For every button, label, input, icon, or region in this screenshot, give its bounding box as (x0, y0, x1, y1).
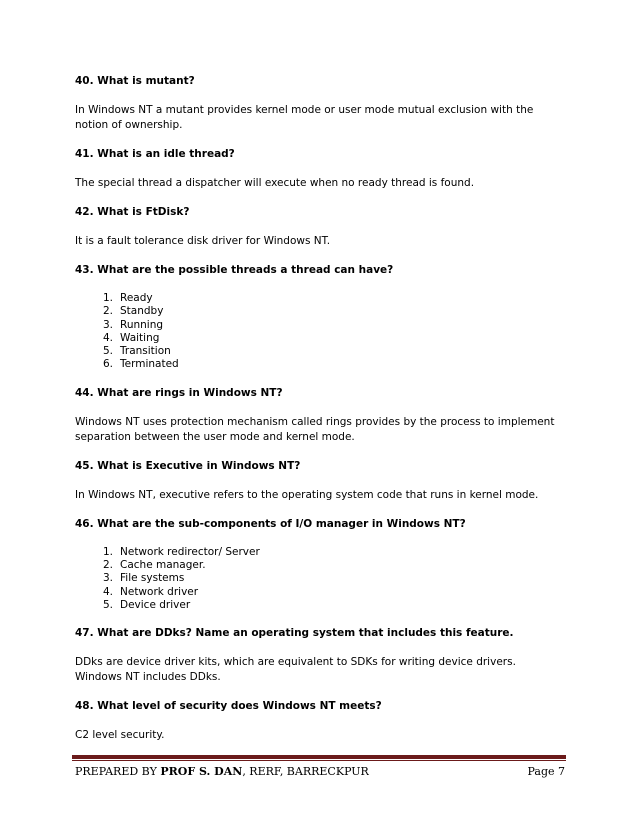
question-44: 44. What are rings in Windows NT? (75, 386, 283, 399)
answer-40: In Windows NT a mutant provides kernel mode or user mode mutual exclusion with the notion of ownership. (75, 104, 534, 131)
footer-divider-thin (72, 760, 566, 761)
thread-states-list (75, 292, 565, 372)
list-item: 5. Transition (102, 345, 171, 358)
question-41: 41. What is an idle thread? (75, 148, 235, 160)
page-footer (75, 764, 565, 780)
answer-44: Windows NT uses protection mechanism called rings provides by the process to implement separation between the user mode and kernel mode. (75, 415, 555, 443)
answer-47: DDks are device driver kits, which are equivalent to SDKs for writing device drivers. Windows NT includes DDks. (75, 656, 516, 684)
list-item: 3. File systems (102, 572, 185, 585)
answer-41: The special thread a dispatcher will execute when no ready thread is found. (75, 177, 475, 189)
list-item: 1. Network redirector/ Server (102, 545, 260, 558)
io-manager-components-list (75, 546, 565, 612)
list-item: 6. Terminated (102, 358, 179, 371)
footer-divider (72, 755, 566, 759)
list-item: 2. Cache manager. (102, 559, 206, 572)
page-number: Page 7 (527, 765, 565, 778)
list-item: 3. Running (102, 318, 164, 331)
question-47: 47. What are DDks? Name an operating system that includes this feature. (75, 627, 514, 640)
question-42: 42. What is FtDisk? (75, 206, 190, 218)
list-item: 2. Standby (102, 305, 164, 318)
list-item: 1. Ready (102, 292, 153, 304)
document-body (75, 74, 565, 743)
list-item: 4. Waiting (102, 331, 160, 344)
footer-author: PROF S. DAN (160, 765, 243, 778)
question-45: 45. What is Executive in Windows NT? (75, 459, 301, 472)
question-46: 46. What are the sub-components of I/O manager in Windows NT? (75, 517, 466, 530)
answer-48: C2 level security. (75, 729, 165, 742)
question-43: 43. What are the possible threads a thread can have? (75, 264, 394, 276)
question-48: 48. What level of security does Windows NT meets? (75, 700, 382, 713)
answer-45: In Windows NT, executive refers to the operating system code that runs in kernel mode. (75, 488, 539, 501)
answer-42: It is a fault tolerance disk driver for Windows NT. (75, 235, 331, 247)
list-item: 4. Network driver (102, 585, 199, 598)
question-40: 40. What is mutant? (75, 75, 195, 87)
footer-credit: PREPARED BY PROF S. DAN, RERF, BARRECKPUR (75, 765, 369, 778)
list-item: 5. Device driver (102, 598, 191, 611)
